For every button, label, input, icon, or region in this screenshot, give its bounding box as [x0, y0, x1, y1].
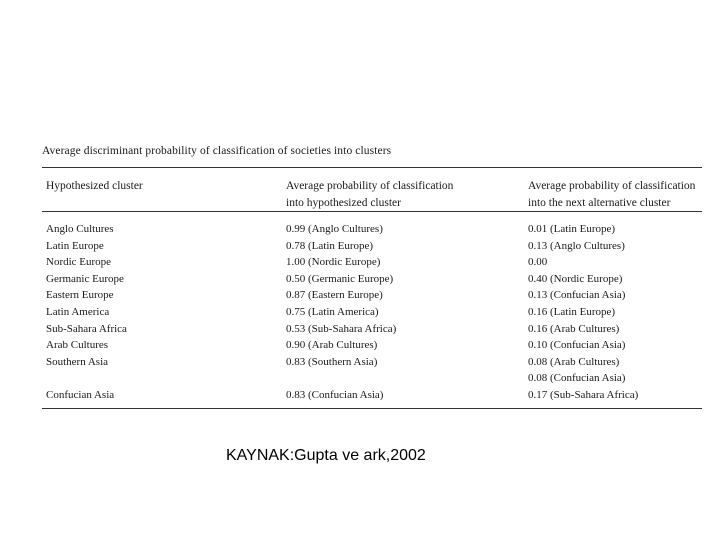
table-row — [42, 304, 702, 321]
cell-alternative-prob: 0.17 (Sub-Sahara Africa) — [528, 388, 639, 401]
cell-hypothesized-prob: 0.50 (Germanic Europe) — [286, 272, 394, 285]
table-row — [42, 387, 702, 404]
table-row — [42, 354, 702, 371]
cell-cluster: Latin Europe — [46, 239, 104, 252]
header-bottom-rule — [42, 211, 702, 212]
cell-hypothesized-prob: 0.90 (Arab Cultures) — [286, 339, 378, 352]
cell-cluster: Eastern Europe — [46, 289, 114, 302]
cell-alternative-prob: 0.16 (Latin Europe) — [528, 305, 616, 318]
table-row — [42, 221, 702, 238]
cell-alternative-prob: 0.00 — [528, 256, 548, 269]
table-row — [42, 254, 702, 271]
classification-table — [42, 145, 702, 411]
cell-cluster: Confucian Asia — [46, 388, 115, 401]
header-avg-prob-hypothesized: Average probability of classification into hypothesized cluster — [286, 180, 454, 209]
cell-cluster: Arab Cultures — [46, 339, 109, 352]
cell-cluster: Nordic Europe — [46, 256, 112, 269]
cell-hypothesized-prob: 1.00 (Nordic Europe) — [286, 256, 381, 269]
cell-alternative-prob: 0.13 (Confucian Asia) — [528, 289, 626, 302]
cell-hypothesized-prob: 0.75 (Latin America) — [286, 305, 379, 318]
table-caption: Average discriminant probability of classification of societies into clusters — [42, 145, 392, 157]
table-top-rule — [42, 167, 702, 168]
source-citation: KAYNAK:Gupta ve ark,2002 — [226, 447, 426, 464]
cell-alternative-prob: 0.40 (Nordic Europe) — [528, 272, 623, 285]
cell-cluster: Germanic Europe — [46, 272, 124, 285]
cell-cluster: Anglo Cultures — [46, 223, 114, 235]
cell-alternative-prob: 0.08 (Arab Cultures) — [528, 355, 620, 368]
table-row — [42, 287, 702, 304]
cell-alternative-prob: 0.01 (Latin Europe) — [528, 223, 616, 235]
table-row — [42, 321, 702, 338]
cell-cluster: Sub-Sahara Africa — [46, 322, 127, 335]
cell-hypothesized-prob: 0.99 (Anglo Cultures) — [286, 223, 383, 235]
cell-hypothesized-prob: 0.87 (Eastern Europe) — [286, 289, 383, 302]
table-row — [42, 370, 702, 387]
cell-alternative-prob: 0.13 (Anglo Cultures) — [528, 239, 625, 252]
header-hypothesized-cluster: Hypothesized cluster — [46, 180, 143, 192]
table-row — [42, 271, 702, 288]
cell-alternative-prob: 0.08 (Confucian Asia) — [528, 372, 626, 385]
table-row — [42, 337, 702, 354]
table-bottom-rule — [42, 408, 702, 409]
cell-hypothesized-prob: 0.83 (Southern Asia) — [286, 355, 378, 368]
cell-hypothesized-prob: 0.53 (Sub-Sahara Africa) — [286, 322, 397, 335]
cell-cluster: Southern Asia — [46, 355, 109, 368]
cell-cluster: Latin America — [46, 305, 110, 318]
cell-alternative-prob: 0.10 (Confucian Asia) — [528, 339, 626, 352]
cell-hypothesized-prob: 0.78 (Latin Europe) — [286, 239, 374, 252]
table-row — [42, 238, 702, 255]
cell-alternative-prob: 0.16 (Arab Cultures) — [528, 322, 620, 335]
header-avg-prob-alternative: Average probability of classification into the next alternative cluster — [528, 180, 696, 209]
cell-hypothesized-prob: 0.83 (Confucian Asia) — [286, 388, 384, 401]
table-body — [42, 221, 702, 404]
